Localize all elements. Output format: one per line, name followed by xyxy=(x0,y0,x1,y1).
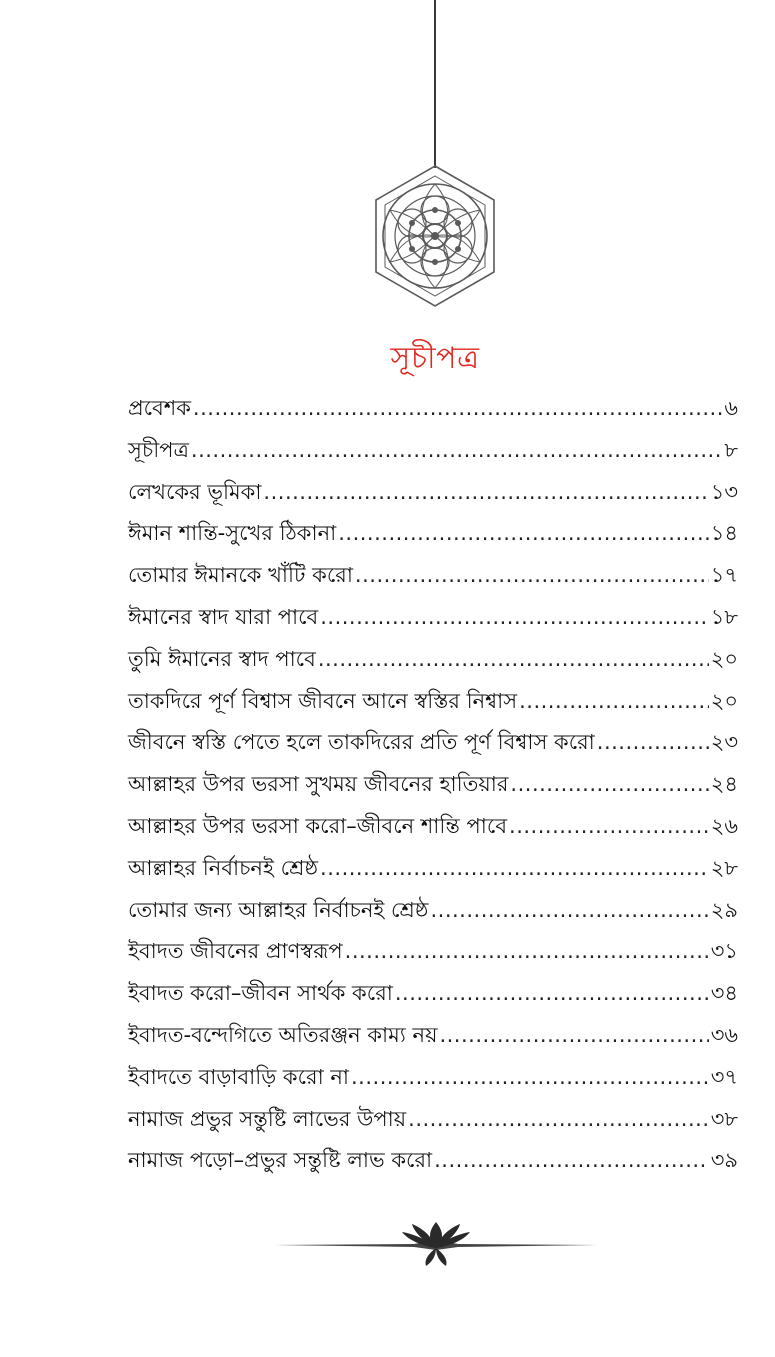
toc-entry-page: ৩৯ xyxy=(710,1148,738,1173)
toc-entry-page: ২৬ xyxy=(710,813,738,838)
toc-entry-page: ১৩ xyxy=(710,479,738,504)
toc-entry-label: আল্লাহর নির্বাচনই শ্রেষ্ঠ xyxy=(128,855,319,880)
dot-leader xyxy=(345,939,709,963)
toc-entry-page: ৩৭ xyxy=(710,1064,738,1089)
toc-entry[interactable] xyxy=(128,476,738,518)
toc-entry-page: ৩১ xyxy=(710,939,738,964)
toc-entry-page: ৩৮ xyxy=(710,1106,738,1131)
toc-entry-page: ১৭ xyxy=(710,563,738,588)
dot-leader xyxy=(263,480,708,504)
toc-entry[interactable] xyxy=(128,434,738,476)
dot-leader xyxy=(509,814,709,838)
toc-entry-label: তাকদিরে পূর্ণ বিশ্বাস জীবনে আনে স্বস্তির নিশ্বাস xyxy=(128,688,518,713)
toc-entry-label: তুমি ঈমানের স্বাদ পাবে xyxy=(128,646,316,671)
toc-entry-page: ৮ xyxy=(724,437,738,462)
dot-leader xyxy=(320,856,709,880)
toc-entry[interactable] xyxy=(128,935,738,977)
dot-leader xyxy=(395,981,709,1005)
toc-entry-label: ইবাদত করো–জীবন সার্থক করো xyxy=(128,981,393,1006)
toc-entry[interactable] xyxy=(128,559,738,601)
toc-entry-page: ২৩ xyxy=(710,730,738,755)
dot-leader xyxy=(193,396,722,420)
toc-entry-page: ২৯ xyxy=(710,897,738,922)
dot-leader xyxy=(318,647,709,671)
toc-entry-label: ইবাদত জীবনের প্রাণস্বরূপ xyxy=(128,939,343,964)
toc-entry-label: নামাজ প্রভুর সন্তুষ্টি লাভের উপায় xyxy=(128,1106,407,1131)
hanging-string xyxy=(434,0,436,168)
toc-entry-page: ২০ xyxy=(710,646,738,671)
toc-entry-page: ৬ xyxy=(724,396,738,420)
toc-entry-page: ৩৪ xyxy=(710,981,738,1006)
toc-entry-label: জীবনে স্বস্তি পেতে হলে তাকদিরের প্রতি পূর্ণ বিশ্বাস করো xyxy=(128,730,595,755)
toc-entry[interactable] xyxy=(128,517,738,559)
dot-leader xyxy=(191,438,722,462)
toc-entry-label: প্রবেশক xyxy=(128,396,191,420)
dot-leader xyxy=(434,1148,709,1172)
dot-leader xyxy=(320,605,709,629)
toc-entry-label: ঈমান শান্তি-সুখের ঠিকানা xyxy=(128,521,337,546)
toc-list xyxy=(128,392,738,1186)
toc-entry[interactable] xyxy=(128,601,738,643)
toc-entry-page: ২৮ xyxy=(710,855,738,880)
toc-entry-label: ইবাদতে বাড়াবাড়ি করো না xyxy=(128,1064,349,1089)
toc-entry[interactable] xyxy=(128,726,738,768)
toc-entry[interactable] xyxy=(128,392,738,434)
dot-leader xyxy=(597,730,709,754)
toc-entry-page: ৩৬ xyxy=(710,1022,738,1047)
toc-entry-label: সূচীপত্র xyxy=(128,437,189,462)
toc-entry-page: ২৪ xyxy=(710,772,738,797)
toc-entry[interactable] xyxy=(128,852,738,894)
toc-entry[interactable] xyxy=(128,977,738,1019)
toc-entry[interactable] xyxy=(128,810,738,852)
dot-leader xyxy=(510,772,708,796)
toc-entry-label: ঈমানের স্বাদ যারা পাবে xyxy=(128,604,319,629)
dot-leader xyxy=(519,689,709,713)
toc-entry-label: ইবাদত-বন্দেগিতে অতিরঞ্জন কাম্য নয় xyxy=(128,1022,438,1047)
arabesque-medallion-icon xyxy=(372,164,498,308)
toc-entry-page: ২০ xyxy=(710,688,738,713)
toc-entry-label: তোমার জন্য আল্লাহর নির্বাচনই শ্রেষ্ঠ xyxy=(128,897,429,922)
toc-entry[interactable] xyxy=(128,1103,738,1145)
toc-title: সূচীপত্র xyxy=(390,341,480,376)
dot-leader xyxy=(351,1065,709,1089)
dot-leader xyxy=(355,563,709,587)
toc-entry-label: তোমার ঈমানকে খাঁটি করো xyxy=(128,563,353,588)
toc-entry[interactable] xyxy=(128,1019,738,1061)
toc-entry[interactable] xyxy=(128,685,738,727)
lotus-divider-icon xyxy=(274,1218,598,1268)
toc-entry-label: আল্লাহর উপর ভরসা সুখময় জীবনের হাতিয়ার xyxy=(128,772,509,797)
dot-leader xyxy=(338,521,709,545)
toc-entry[interactable] xyxy=(128,1061,738,1103)
dot-leader xyxy=(430,898,708,922)
dot-leader xyxy=(408,1107,709,1131)
toc-entry-label: আল্লাহর উপর ভরসা করো–জীবনে শান্তি পাবে xyxy=(128,813,508,838)
toc-entry[interactable] xyxy=(128,768,738,810)
toc-entry[interactable] xyxy=(128,643,738,685)
toc-entry[interactable] xyxy=(128,894,738,936)
dot-leader xyxy=(439,1023,708,1047)
toc-entry[interactable] xyxy=(128,1144,738,1186)
toc-entry-label: নামাজ পড়ো–প্রভুর সন্তুষ্টি লাভ করো xyxy=(128,1148,433,1173)
toc-entry-page: ১৪ xyxy=(710,521,738,546)
toc-entry-label: লেখকের ভূমিকা xyxy=(128,479,262,504)
toc-entry-page: ১৮ xyxy=(710,604,738,629)
